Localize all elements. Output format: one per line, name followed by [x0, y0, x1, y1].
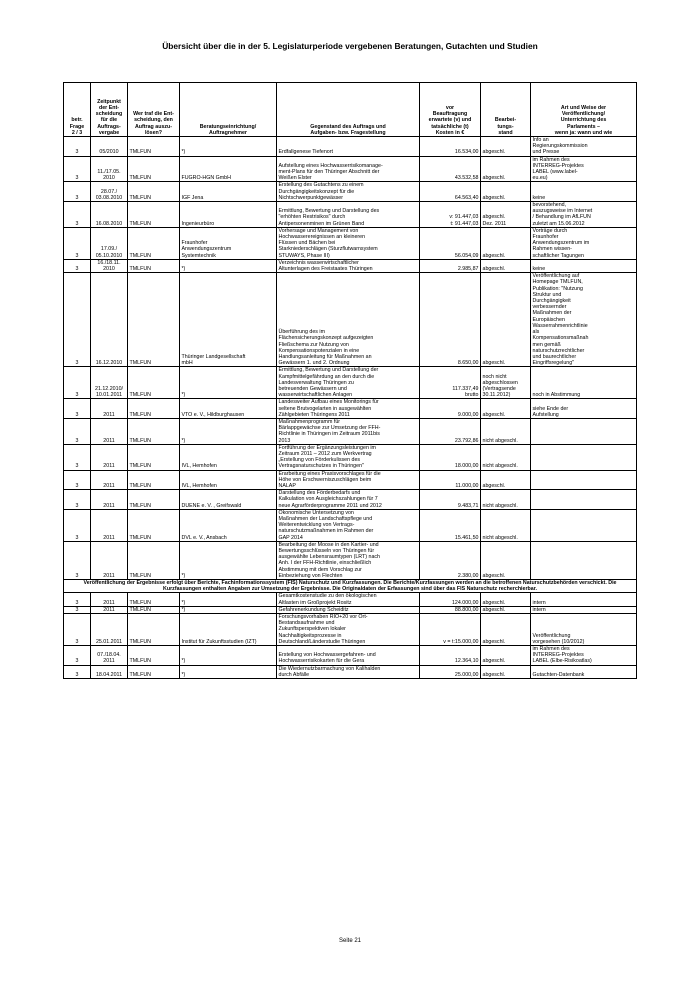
cell-stand: nicht abgeschl.	[481, 509, 531, 541]
cell-kosten: 64.563,40	[420, 182, 481, 202]
cell-einrichtung: IVL, Hemhofen	[180, 470, 277, 490]
cell-wer: TMLFUN	[128, 490, 180, 510]
cell-zeitpunkt: 2011	[91, 490, 128, 510]
cell-gegenstand: Fortführung der Ergänzungsleistungen im Zeitraum 2011 – 2012 zum Werkvertrag „Erstellung von Förderkulissen des Vertragsnaturschutzes in Thüringen"	[277, 444, 420, 470]
cell-veroeffentlichung	[531, 509, 637, 541]
cell-kosten: 15.461,50	[420, 509, 481, 541]
cell-frage: 3	[64, 541, 91, 579]
cell-einrichtung: *)	[180, 541, 277, 579]
cell-kosten: 88.800,00	[420, 606, 481, 613]
cell-wer: TMLFUN	[128, 227, 180, 259]
cell-kosten: 43.532,58	[420, 156, 481, 182]
cell-einrichtung: Ingenieurbüro	[180, 202, 277, 228]
cell-frage: 3	[64, 646, 91, 666]
cell-veroeffentlichung: noch in Abstimmung	[531, 367, 637, 399]
cell-veroeffentlichung: keine	[531, 259, 637, 272]
header-veroeffentlichung: Art und Weise der Veröffentlichung/ Unterrichtung des Parlaments – wenn ja: wann und wie	[531, 83, 637, 137]
cell-wer: TMLFUN	[128, 399, 180, 419]
cell-gegenstand: Erstellung von Hochwassergefahren- und Hochwasserrisikokarten für die Gera	[277, 646, 420, 666]
cell-einrichtung: *)	[180, 137, 277, 157]
cell-zeitpunkt: 05/2010	[91, 137, 128, 157]
table-row	[64, 399, 637, 419]
cell-frage: 3	[64, 614, 91, 646]
cell-stand: abgeschl.	[481, 399, 531, 419]
cell-gegenstand: Erarbeitung eines Praxisvorschlages für die Höhe von Erschwerniszuschlägen beim NALAP	[277, 470, 420, 490]
cell-veroeffentlichung: siehe Ende der Aufstellung	[531, 399, 637, 419]
cell-frage: 3	[64, 137, 91, 157]
cell-veroeffentlichung: Gutachten-Datenbank	[531, 665, 637, 678]
cell-kosten: 2.985,87	[420, 259, 481, 272]
cell-gegenstand: Ermittlung, Bewertung und Darstellung der Kampfmittelgefährdung an den durch die Landesverwaltung Thüringen zu betreuenden Gewässern und wasserwirtschaftlichen Anlagen	[277, 367, 420, 399]
table-row	[64, 490, 637, 510]
cell-einrichtung: *)	[180, 606, 277, 613]
cell-frage: 3	[64, 490, 91, 510]
header-stand: Bearbei- tungs- stand	[481, 83, 531, 137]
cell-veroeffentlichung: im Rahmen des INTERREG-Projektes LABEL (Elbe-Risikoatlas)	[531, 646, 637, 666]
cell-wer: TMLFUN	[128, 259, 180, 272]
cell-stand: nicht abgeschl.	[481, 490, 531, 510]
note-row	[64, 580, 637, 593]
cell-stand: abgeschl.	[481, 665, 531, 678]
cell-gegenstand: Forschungsvorhaben RIO+20 vor Ort- Bestandsaufnahme und Zukunftsperspektiven lokaler Nachhaltigkeitsprozesse in Deutschland/Länderstudie Thüringen	[277, 614, 420, 646]
cell-frage: 3	[64, 182, 91, 202]
cell-zeitpunkt: 11./17.05. 2010	[91, 156, 128, 182]
cell-einrichtung: IGF Jena	[180, 182, 277, 202]
cell-gegenstand: Erstellung des Gutachtens zu einem Durchgängigkeitskonzept für die Nichtschwerpunktgewässer	[277, 182, 420, 202]
cell-gegenstand: Ökonomische Untersetzung von Maßnahmen der Landschaftspflege und Weiterentwicklung von Vertrags- naturschutzmaßnahmen im Rahmen der GAP 2014	[277, 509, 420, 541]
cell-kosten: 56.054,09	[420, 227, 481, 259]
cell-einrichtung: *)	[180, 665, 277, 678]
table-row	[64, 227, 637, 259]
cell-zeitpunkt: 16.12.2010	[91, 273, 128, 367]
cell-frage: 3	[64, 470, 91, 490]
cell-frage: 3	[64, 509, 91, 541]
cell-stand: abgeschl. Dez. 2011	[481, 202, 531, 228]
cell-zeitpunkt: 17.09./ 05.10.2010	[91, 227, 128, 259]
cell-stand: abgeschl.	[481, 227, 531, 259]
cell-wer: TMLFUN	[128, 541, 180, 579]
header-wer: Wer traf die Ent- scheidung, den Auftrag auszu- lösen?	[128, 83, 180, 137]
cell-veroeffentlichung: Veröffentlichung vorgesehen (10/2012)	[531, 614, 637, 646]
header-frage: betr. Frage 2 / 3	[64, 83, 91, 137]
cell-einrichtung: DUENE e. V. , Greifswald	[180, 490, 277, 510]
cell-einrichtung: FUGRO-HGN GmbH	[180, 156, 277, 182]
header-zeitpunkt: Zeitpunkt der Ent- scheidung für die Auftrags- vergabe	[91, 83, 128, 137]
cell-stand: nicht abgeschl.	[481, 444, 531, 470]
page-title: Übersicht über die in der 5. Legislaturperiode vergebenen Beratungen, Gutachten und Studien	[162, 41, 538, 51]
header-kosten: vor Beauftragung erwartete (v) und tatsächliche (t) Kosten in €	[420, 83, 481, 137]
cell-einrichtung: *)	[180, 418, 277, 444]
cell-frage: 3	[64, 202, 91, 228]
cell-zeitpunkt: 28.07./ 03.08.2010	[91, 182, 128, 202]
cell-gegenstand: Landesweiter Aufbau eines Monitorings für seltene Brutvogelarten in ausgewählten Zählgebieten Thüringens 2011	[277, 399, 420, 419]
cell-zeitpunkt: 07./18.04. 2011	[91, 646, 128, 666]
cell-kosten: 16.534,00	[420, 137, 481, 157]
cell-zeitpunkt: 2011	[91, 541, 128, 579]
cell-einrichtung: Thüringer Landgesellschaft mbH	[180, 273, 277, 367]
table-row	[64, 444, 637, 470]
cell-wer: TMLFUN	[128, 614, 180, 646]
cell-kosten: 2.380,00	[420, 541, 481, 579]
cell-wer: TMLFUN	[128, 444, 180, 470]
cell-zeitpunkt: 2011	[91, 418, 128, 444]
cell-kosten: 11.000,00	[420, 470, 481, 490]
contracts-table	[63, 82, 637, 679]
cell-frage: 3	[64, 665, 91, 678]
cell-zeitpunkt: 2011	[91, 444, 128, 470]
cell-veroeffentlichung	[531, 418, 637, 444]
cell-einrichtung: VTO e. V., Hildburghausen	[180, 399, 277, 419]
cell-veroeffentlichung	[531, 444, 637, 470]
cell-veroeffentlichung: im Rahmen des INTERREG-Projektes LABEL (www.label- eu.eu)	[531, 156, 637, 182]
header-gegenstand: Gegenstand des Auftrags und Aufgaben- bzw. Fragestellung	[277, 83, 420, 137]
table-header-row	[64, 83, 637, 137]
cell-veroeffentlichung	[531, 490, 637, 510]
table-row	[64, 202, 637, 228]
table-row	[64, 259, 637, 272]
cell-veroeffentlichung: Info an Regierungskommission und Presse	[531, 137, 637, 157]
cell-stand: abgeschl.	[481, 646, 531, 666]
table-row	[64, 509, 637, 541]
table-row	[64, 182, 637, 202]
cell-wer: TMLFUN	[128, 367, 180, 399]
cell-gegenstand: Gefahrenerkundung Scheiditz	[277, 606, 420, 613]
cell-zeitpunkt: 16./18.11. 2010	[91, 259, 128, 272]
cell-frage: 3	[64, 418, 91, 444]
cell-wer: TMLFUN	[128, 593, 180, 606]
cell-zeitpunkt: 25.01.2011	[91, 614, 128, 646]
table-row	[64, 665, 637, 678]
cell-zeitpunkt: 2011	[91, 509, 128, 541]
cell-stand: abgeschl.	[481, 614, 531, 646]
cell-wer: TMLFUN	[128, 273, 180, 367]
cell-frage: 3	[64, 367, 91, 399]
table-row	[64, 614, 637, 646]
cell-gegenstand: Erdfallgenese Tiefenort	[277, 137, 420, 157]
cell-wer: TMLFUN	[128, 202, 180, 228]
cell-stand: abgeschl.	[481, 541, 531, 579]
table-row	[64, 593, 637, 606]
cell-stand: abgeschl.	[481, 273, 531, 367]
table-row	[64, 156, 637, 182]
cell-frage: 3	[64, 606, 91, 613]
table-row	[64, 137, 637, 157]
cell-zeitpunkt: 16.08.2010	[91, 202, 128, 228]
cell-einrichtung: *)	[180, 259, 277, 272]
table-row	[64, 418, 637, 444]
cell-stand: abgeschl.	[481, 156, 531, 182]
cell-wer: TMLFUN	[128, 137, 180, 157]
cell-gegenstand: Verzeichnis wasserwirtschaftlicher Altunterlagen des Freistaates Thüringen	[277, 259, 420, 272]
cell-kosten: v = t:15.000,00	[420, 614, 481, 646]
cell-kosten: 12.364,10	[420, 646, 481, 666]
cell-zeitpunkt: 18.04.2011	[91, 665, 128, 678]
cell-kosten: 25.000,00	[420, 665, 481, 678]
cell-gegenstand: Gesamtkostenstudie zu den ökologischen Altlasten im Großprojekt Rositz	[277, 593, 420, 606]
cell-frage: 3	[64, 399, 91, 419]
cell-gegenstand: Aufstellung eines Hochwasserrisikomanage- ment-Plans für den Thüringer Abschnitt der Weißen Elster	[277, 156, 420, 182]
cell-gegenstand: Bearbeitung der Moose in den Kartier- und Bewertungsschlüsseln von Thüringen für ausgewählte Lebensraumtypen (LRT) nach Anh. I der FFH-Richtlinie, einschließlich Abstimmung mit dem Vorschlag zur Einbeziehung von Flechten	[277, 541, 420, 579]
cell-stand: abgeschl.	[481, 593, 531, 606]
cell-zeitpunkt: 2011	[91, 606, 128, 613]
table-row	[64, 646, 637, 666]
table-row	[64, 541, 637, 579]
cell-kosten: 18.000,00	[420, 444, 481, 470]
cell-wer: TMLFUN	[128, 156, 180, 182]
cell-einrichtung: DVL e. V., Ansbach	[180, 509, 277, 541]
cell-einrichtung: *)	[180, 646, 277, 666]
cell-stand: abgeschl.	[481, 137, 531, 157]
cell-kosten: 8.650,00	[420, 273, 481, 367]
cell-stand: abgeschl.	[481, 470, 531, 490]
cell-gegenstand: Ermittlung, Bewertung und Darstellung des "erhöhten Restrisikos" durch Antipersonenminen im Grünen Band	[277, 202, 420, 228]
cell-einrichtung: *)	[180, 367, 277, 399]
cell-einrichtung: IVL, Hemhofen	[180, 444, 277, 470]
cell-zeitpunkt: 2011	[91, 470, 128, 490]
publication-note: Veröffentlichung der Ergebnisse erfolgt über Berichte, Fachinformationssystem (FIS) Naturschutz und Kurzfassungen. Die Berichte/Kurzfassungen werden an die betroffenen Naturschutzbehörden verschickt. Die Kurzfassungen enthalten Angaben zur Umsetzung der Ergebnisse. Die Originaldaten der Erfassungen sind über das FIS Naturschutz recherchierbar.	[64, 580, 637, 593]
cell-wer: TMLFUN	[128, 509, 180, 541]
cell-zeitpunkt: 2011	[91, 399, 128, 419]
cell-einrichtung: Fraunhofer Anwendungszentrum Systemtechnik	[180, 227, 277, 259]
cell-gegenstand: Die Wiedernutzbarmachung von Kalihalden durch Abfälle	[277, 665, 420, 678]
cell-stand: abgeschl.	[481, 182, 531, 202]
table-row	[64, 367, 637, 399]
cell-wer: TMLFUN	[128, 665, 180, 678]
cell-kosten: 117.337,49 brutto	[420, 367, 481, 399]
cell-einrichtung: *)	[180, 593, 277, 606]
cell-einrichtung: Institut für Zukunftsstudien (IZT)	[180, 614, 277, 646]
cell-gegenstand: Darstellung des Förderbedarfs und Kalkulation von Ausgleichszahlungen für 7 neue Agrarförderprogramme 2011 und 2012	[277, 490, 420, 510]
cell-gegenstand: Vorhersage und Management von Hochwasserereignissen an kleineren Flüssen und Bächen bei Starkniederschlägen (Sturzflutwarnsystem STUWAYS, Phase III)	[277, 227, 420, 259]
cell-veroeffentlichung	[531, 541, 637, 579]
cell-wer: TMLFUN	[128, 646, 180, 666]
cell-kosten: 23.792,86	[420, 418, 481, 444]
cell-wer: TMLFUN	[128, 606, 180, 613]
cell-zeitpunkt: 21.12.2010/ 10.01.2011	[91, 367, 128, 399]
cell-veroeffentlichung: intern	[531, 606, 637, 613]
cell-kosten: v: 91.447,03 t: 91.447,03	[420, 202, 481, 228]
cell-frage: 3	[64, 156, 91, 182]
cell-frage: 3	[64, 259, 91, 272]
cell-stand: abgeschl.	[481, 606, 531, 613]
cell-veroeffentlichung: bevorstehend, auszugsweise im Internet / Behandlung im AfLFUN zuletzt am 15.06.2012	[531, 202, 637, 228]
cell-frage: 3	[64, 227, 91, 259]
cell-frage: 3	[64, 444, 91, 470]
cell-stand: nicht abgeschl.	[481, 418, 531, 444]
cell-gegenstand: Maßnahmenprogramm für Bärlappgewächse zur Umsetzung der FFH- Richtlinie in Thüringen im Zeitraum 2011bis 2013	[277, 418, 420, 444]
table-row	[64, 470, 637, 490]
header-einrichtung: Beratungseinrichtung/ Auftragnehmer	[180, 83, 277, 137]
cell-stand: noch nicht abgeschlossen (Vertragsende 30.11.2012)	[481, 367, 531, 399]
cell-veroeffentlichung	[531, 470, 637, 490]
cell-frage: 3	[64, 273, 91, 367]
cell-frage: 3	[64, 593, 91, 606]
cell-gegenstand: Überführung des im Flächensicherungskonzept aufgezeigten Fließschema zur Nutzung von Kompensationspotenzialen in eine Handlungsanleitung für Maßnahmen an Gewässern 1. und 2. Ordnung	[277, 273, 420, 367]
cell-zeitpunkt: 2011	[91, 593, 128, 606]
table-row	[64, 273, 637, 367]
cell-kosten: 124.000,00	[420, 593, 481, 606]
cell-kosten: 9.483,71	[420, 490, 481, 510]
cell-wer: TMLFUN	[128, 418, 180, 444]
cell-wer: TMLFUN	[128, 182, 180, 202]
table-row	[64, 606, 637, 613]
cell-wer: TMLFUN	[128, 470, 180, 490]
cell-veroeffentlichung: intern	[531, 593, 637, 606]
cell-stand: abgeschl.	[481, 259, 531, 272]
cell-veroeffentlichung: Vorträge durch Fraunhofer Anwendungszentrum im Rahmen wissen- schaftlicher Tagungen	[531, 227, 637, 259]
cell-veroeffentlichung: Veröffentlichung auf Homepage TMLFUN, Publikation: "Nutzung Struktur und Durchgängigkeit verbessernder Maßnahmen der Europäischen Wasserrahmenrichtlinie als Kompensationsmaßnah men gemäß naturschutzrechtlicher und baurechtlicher Eingriffsregelung"	[531, 273, 637, 367]
page-number: Seite 21	[338, 938, 362, 944]
cell-kosten: 9.000,00	[420, 399, 481, 419]
cell-veroeffentlichung: keine	[531, 182, 637, 202]
